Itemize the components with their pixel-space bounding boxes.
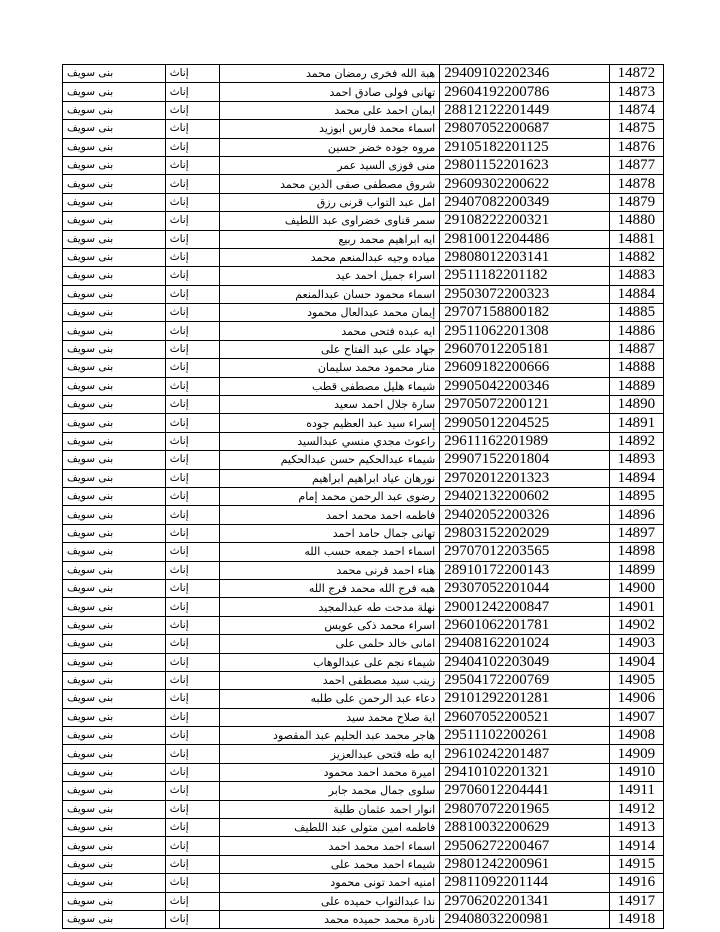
- gender-cell: إناث: [165, 193, 219, 211]
- governorate-cell: بنى سويف: [63, 543, 166, 561]
- full-name-cell: إيمان محمد عبدالعال محمود: [219, 304, 439, 322]
- gender-cell: إناث: [165, 819, 219, 837]
- national-id-cell: 29105182201125: [440, 138, 610, 156]
- national-id-cell: 29604192200786: [440, 83, 610, 101]
- governorate-cell: بنى سويف: [63, 65, 166, 83]
- gender-cell: إناث: [165, 230, 219, 248]
- governorate-cell: بنى سويف: [63, 175, 166, 193]
- table-row: [63, 910, 664, 928]
- national-id-cell: 29905012204525: [440, 414, 610, 432]
- gender-cell: إناث: [165, 800, 219, 818]
- gender-cell: إناث: [165, 396, 219, 414]
- gender-cell: إناث: [165, 267, 219, 285]
- serial-number-cell: 14885: [609, 304, 663, 322]
- serial-number-cell: 14905: [609, 671, 663, 689]
- national-id-cell: 29810012204486: [440, 230, 610, 248]
- full-name-cell: رضوى عبد الرحمن محمد إمام: [219, 487, 439, 505]
- national-id-cell: 29702012201323: [440, 469, 610, 487]
- national-id-cell: 29808012203141: [440, 248, 610, 266]
- national-id-cell: 29611162201989: [440, 432, 610, 450]
- governorate-cell: بنى سويف: [63, 616, 166, 634]
- table-row: [63, 487, 664, 505]
- national-id-cell: 29601062201781: [440, 616, 610, 634]
- full-name-cell: شيماء نجم على عبدالوهاب: [219, 653, 439, 671]
- national-id-cell: 29408162201024: [440, 635, 610, 653]
- gender-cell: إناث: [165, 322, 219, 340]
- serial-number-cell: 14907: [609, 708, 663, 726]
- full-name-cell: اسماء احمد محمد احمد: [219, 837, 439, 855]
- serial-number-cell: 14897: [609, 524, 663, 542]
- gender-cell: إناث: [165, 359, 219, 377]
- serial-number-cell: 14886: [609, 322, 663, 340]
- gender-cell: إناث: [165, 138, 219, 156]
- table-row: [63, 506, 664, 524]
- full-name-cell: نورهان عياد ابراهيم ابراهيم: [219, 469, 439, 487]
- table-row: [63, 414, 664, 432]
- serial-number-cell: 14878: [609, 175, 663, 193]
- gender-cell: إناث: [165, 855, 219, 873]
- governorate-cell: بنى سويف: [63, 524, 166, 542]
- gender-cell: إناث: [165, 616, 219, 634]
- full-name-cell: ايه ابراهيم محمد ربيع: [219, 230, 439, 248]
- full-name-cell: اسماء محمود حسان عبدالمنعم: [219, 285, 439, 303]
- gender-cell: إناث: [165, 635, 219, 653]
- governorate-cell: بنى سويف: [63, 451, 166, 469]
- full-name-cell: امنيه احمد تونى محمود: [219, 874, 439, 892]
- gender-cell: إناث: [165, 892, 219, 910]
- governorate-cell: بنى سويف: [63, 763, 166, 781]
- table-row: [63, 432, 664, 450]
- table-row: [63, 285, 664, 303]
- national-id-cell: 29503072200323: [440, 285, 610, 303]
- governorate-cell: بنى سويف: [63, 727, 166, 745]
- table-row: [63, 212, 664, 230]
- national-id-cell: 29402132200602: [440, 487, 610, 505]
- full-name-cell: مروه جوده خضر حسين: [219, 138, 439, 156]
- full-name-cell: تهانى جمال حامد احمد: [219, 524, 439, 542]
- governorate-cell: بنى سويف: [63, 819, 166, 837]
- full-name-cell: هاجر محمد عبد الحليم عبد المقصود: [219, 727, 439, 745]
- governorate-cell: بنى سويف: [63, 487, 166, 505]
- national-id-cell: 29307052201044: [440, 579, 610, 597]
- governorate-cell: بنى سويف: [63, 212, 166, 230]
- table-row: [63, 616, 664, 634]
- serial-number-cell: 14912: [609, 800, 663, 818]
- gender-cell: إناث: [165, 837, 219, 855]
- full-name-cell: سمر قناوى خضراوى عبد اللطيف: [219, 212, 439, 230]
- table-row: [63, 671, 664, 689]
- gender-cell: إناث: [165, 432, 219, 450]
- governorate-cell: بنى سويف: [63, 120, 166, 138]
- national-id-cell: 29506272200467: [440, 837, 610, 855]
- gender-cell: إناث: [165, 175, 219, 193]
- governorate-cell: بنى سويف: [63, 267, 166, 285]
- governorate-cell: بنى سويف: [63, 800, 166, 818]
- serial-number-cell: 14909: [609, 745, 663, 763]
- table-row: [63, 193, 664, 211]
- serial-number-cell: 14917: [609, 892, 663, 910]
- table-row: [63, 635, 664, 653]
- serial-number-cell: 14918: [609, 910, 663, 928]
- full-name-cell: ايه عبده فتحى محمد: [219, 322, 439, 340]
- serial-number-cell: 14903: [609, 635, 663, 653]
- gender-cell: إناث: [165, 653, 219, 671]
- gender-cell: إناث: [165, 690, 219, 708]
- serial-number-cell: 14914: [609, 837, 663, 855]
- table-row: [63, 819, 664, 837]
- gender-cell: إناث: [165, 469, 219, 487]
- table-row: [63, 230, 664, 248]
- serial-number-cell: 14880: [609, 212, 663, 230]
- governorate-cell: بنى سويف: [63, 469, 166, 487]
- roster-sheet: [62, 64, 664, 929]
- governorate-cell: بنى سويف: [63, 414, 166, 432]
- national-id-cell: 29609182200666: [440, 359, 610, 377]
- serial-number-cell: 14900: [609, 579, 663, 597]
- gender-cell: إناث: [165, 745, 219, 763]
- full-name-cell: جهاد على عبد الفتاح على: [219, 340, 439, 358]
- gender-cell: إناث: [165, 156, 219, 174]
- national-id-cell: 29609302200622: [440, 175, 610, 193]
- gender-cell: إناث: [165, 874, 219, 892]
- gender-cell: إناث: [165, 543, 219, 561]
- serial-number-cell: 14906: [609, 690, 663, 708]
- governorate-cell: بنى سويف: [63, 635, 166, 653]
- national-id-cell: 28812122201449: [440, 101, 610, 119]
- full-name-cell: امانى خالد حلمى على: [219, 635, 439, 653]
- serial-number-cell: 14913: [609, 819, 663, 837]
- full-name-cell: اسماء احمد جمعه حسب الله: [219, 543, 439, 561]
- table-row: [63, 156, 664, 174]
- governorate-cell: بنى سويف: [63, 304, 166, 322]
- national-id-cell: 29905042200346: [440, 377, 610, 395]
- serial-number-cell: 14915: [609, 855, 663, 873]
- serial-number-cell: 14891: [609, 414, 663, 432]
- serial-number-cell: 14893: [609, 451, 663, 469]
- full-name-cell: هبه فرج الله محمد فرج الله: [219, 579, 439, 597]
- national-id-cell: 29409102202346: [440, 65, 610, 83]
- governorate-cell: بنى سويف: [63, 598, 166, 616]
- gender-cell: إناث: [165, 285, 219, 303]
- serial-number-cell: 14884: [609, 285, 663, 303]
- governorate-cell: بنى سويف: [63, 138, 166, 156]
- governorate-cell: بنى سويف: [63, 285, 166, 303]
- serial-number-cell: 14890: [609, 396, 663, 414]
- national-id-cell: 29707158800182: [440, 304, 610, 322]
- gender-cell: إناث: [165, 487, 219, 505]
- national-id-cell: 29705072200121: [440, 396, 610, 414]
- table-row: [63, 175, 664, 193]
- serial-number-cell: 14892: [609, 432, 663, 450]
- full-name-cell: راعوث مجدي منسي عبدالسيد: [219, 432, 439, 450]
- national-id-cell: 29511102200261: [440, 727, 610, 745]
- table-row: [63, 138, 664, 156]
- governorate-cell: بنى سويف: [63, 248, 166, 266]
- table-row: [63, 745, 664, 763]
- governorate-cell: بنى سويف: [63, 561, 166, 579]
- governorate-cell: بنى سويف: [63, 396, 166, 414]
- serial-number-cell: 14898: [609, 543, 663, 561]
- gender-cell: إناث: [165, 83, 219, 101]
- serial-number-cell: 14881: [609, 230, 663, 248]
- full-name-cell: شيماء هليل مصطفى قطب: [219, 377, 439, 395]
- serial-number-cell: 14872: [609, 65, 663, 83]
- table-row: [63, 837, 664, 855]
- national-id-cell: 29801152201623: [440, 156, 610, 174]
- table-row: [63, 653, 664, 671]
- full-name-cell: منى فوزى السيد عمر: [219, 156, 439, 174]
- full-name-cell: اسراء محمد ذكى عويس: [219, 616, 439, 634]
- table-row: [63, 451, 664, 469]
- serial-number-cell: 14873: [609, 83, 663, 101]
- national-id-cell: 28910172200143: [440, 561, 610, 579]
- serial-number-cell: 14904: [609, 653, 663, 671]
- national-id-cell: 29101292201281: [440, 690, 610, 708]
- national-id-cell: 29001242200847: [440, 598, 610, 616]
- governorate-cell: بنى سويف: [63, 745, 166, 763]
- full-name-cell: شيماء عبدالحكيم حسن عبدالحكيم: [219, 451, 439, 469]
- gender-cell: إناث: [165, 248, 219, 266]
- governorate-cell: بنى سويف: [63, 506, 166, 524]
- full-name-cell: اميرة محمد احمد محمود: [219, 763, 439, 781]
- serial-number-cell: 14899: [609, 561, 663, 579]
- serial-number-cell: 14902: [609, 616, 663, 634]
- national-id-cell: 29807072201965: [440, 800, 610, 818]
- table-row: [63, 65, 664, 83]
- gender-cell: إناث: [165, 120, 219, 138]
- full-name-cell: ايه طه فتحى عبدالعزيز: [219, 745, 439, 763]
- serial-number-cell: 14910: [609, 763, 663, 781]
- national-id-cell: 29410102201321: [440, 763, 610, 781]
- serial-number-cell: 14896: [609, 506, 663, 524]
- national-id-cell: 29610242201487: [440, 745, 610, 763]
- national-id-cell: 29807052200687: [440, 120, 610, 138]
- gender-cell: إناث: [165, 910, 219, 928]
- governorate-cell: بنى سويف: [63, 101, 166, 119]
- serial-number-cell: 14883: [609, 267, 663, 285]
- governorate-cell: بنى سويف: [63, 855, 166, 873]
- governorate-cell: بنى سويف: [63, 83, 166, 101]
- national-id-cell: 29803152202029: [440, 524, 610, 542]
- gender-cell: إناث: [165, 304, 219, 322]
- table-row: [63, 377, 664, 395]
- governorate-cell: بنى سويف: [63, 910, 166, 928]
- table-row: [63, 561, 664, 579]
- table-row: [63, 782, 664, 800]
- table-row: [63, 304, 664, 322]
- governorate-cell: بنى سويف: [63, 892, 166, 910]
- governorate-cell: بنى سويف: [63, 671, 166, 689]
- full-name-cell: نادرة محمد حميده محمد: [219, 910, 439, 928]
- table-row: [63, 267, 664, 285]
- full-name-cell: دعاء عبد الرحمن على طلبه: [219, 690, 439, 708]
- table-row: [63, 543, 664, 561]
- full-name-cell: تهانى فولى صادق احمد: [219, 83, 439, 101]
- table-row: [63, 524, 664, 542]
- serial-number-cell: 14894: [609, 469, 663, 487]
- serial-number-cell: 14901: [609, 598, 663, 616]
- gender-cell: إناث: [165, 524, 219, 542]
- gender-cell: إناث: [165, 782, 219, 800]
- national-id-cell: 29607052200521: [440, 708, 610, 726]
- full-name-cell: اية صلاح محمد سيد: [219, 708, 439, 726]
- gender-cell: إناث: [165, 377, 219, 395]
- table-row: [63, 690, 664, 708]
- serial-number-cell: 14874: [609, 101, 663, 119]
- gender-cell: إناث: [165, 727, 219, 745]
- table-row: [63, 322, 664, 340]
- gender-cell: إناث: [165, 579, 219, 597]
- national-id-cell: 29407082200349: [440, 193, 610, 211]
- table-row: [63, 727, 664, 745]
- serial-number-cell: 14875: [609, 120, 663, 138]
- full-name-cell: فاطمه احمد محمد احمد: [219, 506, 439, 524]
- national-id-cell: 29408032200981: [440, 910, 610, 928]
- national-id-cell: 29801242200961: [440, 855, 610, 873]
- full-name-cell: نهلة مدحت طه عبدالمجيد: [219, 598, 439, 616]
- full-name-cell: امل عبد التواب قرنى رزق: [219, 193, 439, 211]
- governorate-cell: بنى سويف: [63, 653, 166, 671]
- serial-number-cell: 14876: [609, 138, 663, 156]
- full-name-cell: سلوى جمال محمد جابر: [219, 782, 439, 800]
- governorate-cell: بنى سويف: [63, 193, 166, 211]
- full-name-cell: هناء احمد قرنى محمد: [219, 561, 439, 579]
- table-row: [63, 120, 664, 138]
- national-id-cell: 28810032200629: [440, 819, 610, 837]
- full-name-cell: اسماء محمد فارس ابوزيد: [219, 120, 439, 138]
- national-id-cell: 29108222200321: [440, 212, 610, 230]
- gender-cell: إناث: [165, 65, 219, 83]
- table-row: [63, 892, 664, 910]
- governorate-cell: بنى سويف: [63, 837, 166, 855]
- gender-cell: إناث: [165, 561, 219, 579]
- national-id-cell: 29707012203565: [440, 543, 610, 561]
- roster-table-body: [63, 65, 664, 929]
- table-row: [63, 248, 664, 266]
- full-name-cell: اسراء جميل احمد عيد: [219, 267, 439, 285]
- full-name-cell: مياده وجيه عبدالمنعم محمد: [219, 248, 439, 266]
- national-id-cell: 29504172200769: [440, 671, 610, 689]
- full-name-cell: هبة الله فخرى رمضان محمد: [219, 65, 439, 83]
- table-row: [63, 396, 664, 414]
- full-name-cell: ندا عبدالتواب حميده على: [219, 892, 439, 910]
- governorate-cell: بنى سويف: [63, 359, 166, 377]
- gender-cell: إناث: [165, 763, 219, 781]
- full-name-cell: منار محمود محمد سليمان: [219, 359, 439, 377]
- governorate-cell: بنى سويف: [63, 377, 166, 395]
- serial-number-cell: 14888: [609, 359, 663, 377]
- table-row: [63, 340, 664, 358]
- table-row: [63, 874, 664, 892]
- gender-cell: إناث: [165, 708, 219, 726]
- serial-number-cell: 14916: [609, 874, 663, 892]
- full-name-cell: سارة جلال احمد سعيد: [219, 396, 439, 414]
- serial-number-cell: 14882: [609, 248, 663, 266]
- national-id-cell: 29607012205181: [440, 340, 610, 358]
- national-id-cell: 29907152201804: [440, 451, 610, 469]
- governorate-cell: بنى سويف: [63, 690, 166, 708]
- serial-number-cell: 14887: [609, 340, 663, 358]
- national-id-cell: 29706202201341: [440, 892, 610, 910]
- full-name-cell: شروق مصطفى صفى الدين محمد: [219, 175, 439, 193]
- gender-cell: إناث: [165, 101, 219, 119]
- governorate-cell: بنى سويف: [63, 782, 166, 800]
- table-row: [63, 101, 664, 119]
- full-name-cell: انوار احمد عثمان طلبة: [219, 800, 439, 818]
- serial-number-cell: 14911: [609, 782, 663, 800]
- table-row: [63, 598, 664, 616]
- governorate-cell: بنى سويف: [63, 156, 166, 174]
- table-row: [63, 763, 664, 781]
- gender-cell: إناث: [165, 212, 219, 230]
- gender-cell: إناث: [165, 414, 219, 432]
- national-id-cell: 29511062201308: [440, 322, 610, 340]
- serial-number-cell: 14877: [609, 156, 663, 174]
- serial-number-cell: 14908: [609, 727, 663, 745]
- national-id-cell: 29402052200326: [440, 506, 610, 524]
- serial-number-cell: 14889: [609, 377, 663, 395]
- full-name-cell: فاطمه امين متولى عبد اللطيف: [219, 819, 439, 837]
- serial-number-cell: 14895: [609, 487, 663, 505]
- national-id-cell: 29811092201144: [440, 874, 610, 892]
- gender-cell: إناث: [165, 340, 219, 358]
- table-row: [63, 469, 664, 487]
- full-name-cell: زينب سيد مصطفى احمد: [219, 671, 439, 689]
- table-row: [63, 359, 664, 377]
- gender-cell: إناث: [165, 451, 219, 469]
- full-name-cell: ايمان احمد على محمد: [219, 101, 439, 119]
- gender-cell: إناث: [165, 506, 219, 524]
- national-id-cell: 29706012204441: [440, 782, 610, 800]
- full-name-cell: شيماء احمد محمد على: [219, 855, 439, 873]
- governorate-cell: بنى سويف: [63, 874, 166, 892]
- governorate-cell: بنى سويف: [63, 340, 166, 358]
- roster-table: [62, 64, 664, 929]
- governorate-cell: بنى سويف: [63, 708, 166, 726]
- table-row: [63, 855, 664, 873]
- governorate-cell: بنى سويف: [63, 230, 166, 248]
- governorate-cell: بنى سويف: [63, 432, 166, 450]
- governorate-cell: بنى سويف: [63, 322, 166, 340]
- gender-cell: إناث: [165, 671, 219, 689]
- full-name-cell: إسراء سيد عبد العظيم جوده: [219, 414, 439, 432]
- serial-number-cell: 14879: [609, 193, 663, 211]
- national-id-cell: 29404102203049: [440, 653, 610, 671]
- table-row: [63, 83, 664, 101]
- governorate-cell: بنى سويف: [63, 579, 166, 597]
- national-id-cell: 29511182201182: [440, 267, 610, 285]
- table-row: [63, 579, 664, 597]
- table-row: [63, 800, 664, 818]
- table-row: [63, 708, 664, 726]
- gender-cell: إناث: [165, 598, 219, 616]
